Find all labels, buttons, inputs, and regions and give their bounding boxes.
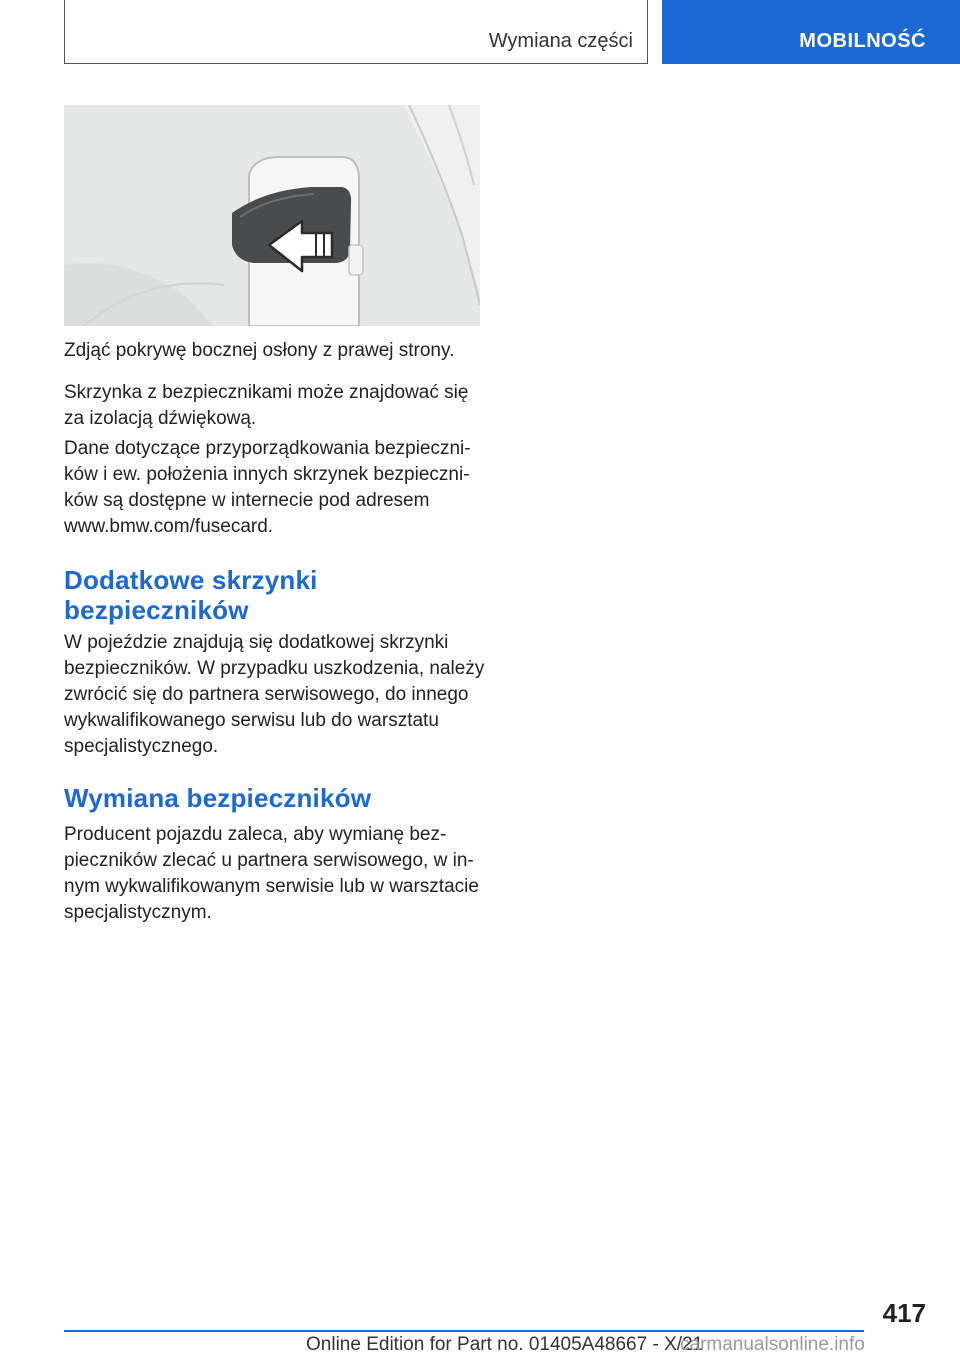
figure-caption: [64, 338, 494, 364]
para3-text: W pojeździe znajdują się dodatkowej skrzynki bezpieczników. W przypadku uszkodzenia, należy zwrócić się do partnera serwisowego, do innego wykwalifikowanego serwisu lub do warsztatu specjalistycznego.: [64, 632, 485, 757]
figure-side-panel-cover: [64, 105, 480, 326]
caption-text: Zdjąć pokrywę bocznej osłony z prawej strony.: [64, 340, 455, 361]
heading-additional-fuse-boxes: Dodatkowe skrzynki bezpieczników: [64, 565, 318, 625]
footer-edition-text: Online Edition for Part no. 01405A48667 - X/21: [306, 1334, 704, 1355]
header-section-box: [64, 0, 648, 64]
heading-replacing-fuses: Wymiana bezpieczników: [64, 783, 372, 813]
footer-divider: [64, 1330, 864, 1332]
para1-text: Skrzynka z bezpiecznikami może znajdować się za izolacją dźwiękową.: [64, 382, 469, 429]
paragraph-insulation: [64, 380, 484, 432]
footer-watermark: carmanualsonline.info: [680, 1334, 865, 1355]
paragraph-fusecard: [64, 436, 484, 540]
section-title: Wymiana części: [488, 30, 633, 52]
paragraph-additional-fuse-boxes: [64, 630, 496, 760]
page-number: 417: [882, 1298, 926, 1328]
para2-text: Dane dotyczące przyporządkowania bezpieczników i ew. położenia innych skrzynek bezpieczników są dostępne w internecie pod adresem www.bmw.com/fusecard.: [64, 438, 471, 537]
paragraph-replacing-fuses: [64, 822, 488, 926]
chapter-title: MOBILNOŚĆ: [799, 30, 926, 52]
para4-text: Producent pojazdu zaleca, aby wymianę bezpieczników zlecać u partnera serwisowego, w innym wykwalifikowanym serwisie lub w warsztacie specjalistycznym.: [64, 824, 479, 923]
chapter-tab: [662, 0, 960, 64]
